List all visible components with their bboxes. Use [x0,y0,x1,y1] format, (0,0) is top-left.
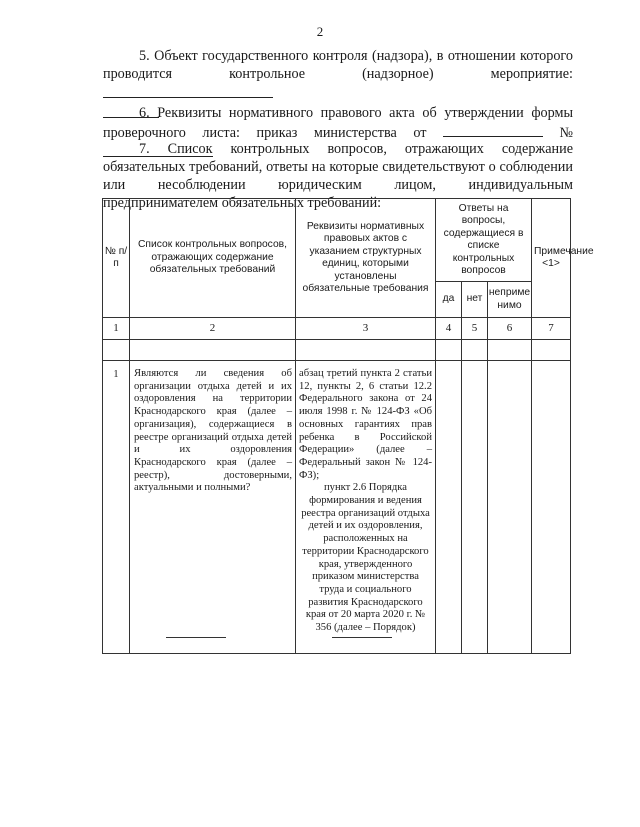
column-number: 5 [462,318,488,340]
number-sign: № [559,125,574,141]
answer-yes-cell[interactable] [436,361,462,654]
header-note: Примечание <1> [532,199,571,318]
table-header-row [103,199,571,282]
page-number: 2 [316,24,324,39]
footnote-separator-line [332,637,392,638]
requisites-part-1: абзац третий пункта 2 статьи 12, пункты 2, 6 статьи 12.2 Федерального закона от 24 июля 1998 г. № 124-ФЗ «Об основных гарантиях прав ребенка в Российской Федерации» (далее – Федеральный закон № 124-ФЗ); [299,368,432,481]
column-numbers-row [103,318,571,340]
item-5-text: 5. Объект государственного контроля (надзора), в отношении которого проводится контрольное (надзорное) мероприятие: [103,48,573,82]
header-no: нет [462,282,488,318]
footnote-separator-line [166,637,226,638]
column-number: 6 [488,318,532,340]
requisites-part-2: пункт 2.6 Порядка формирования и ведения реестра организаций отдыха детей и их оздоровления, расположенных на территории Краснодарского края, утвержденного приказом министерства труда и социального развития Краснодарского края от 20 марта 2020 г. № 356 (далее – Порядок) [301,482,430,634]
column-number: 2 [130,318,296,340]
column-number: 1 [103,318,130,340]
header-yes: да [436,282,462,318]
question-cell: Являются ли сведения об организации отдыха детей и их оздоровления на территории Краснодарского края (далее – организация), содержащиеся в реестре организаций отдыха детей и их оздоровления Краснодарского края (далее – реестр), достоверными, актуальными и полными? [130,361,296,654]
item-5-blank-line[interactable] [103,83,273,98]
requisites-cell [296,361,436,654]
item-7-text: 7. Список контрольных вопросов, отражающих содержание обязательных требований, ответы на которые свидетельствуют о соблюдении или несоблюдении юридическим лицом, индивидуальным предпринимателем обязательных требований: [103,141,573,211]
column-number: 7 [532,318,571,340]
spacer-row [103,340,571,361]
answer-not-applicable-cell[interactable] [488,361,532,654]
checklist-table [102,198,594,654]
note-cell[interactable] [532,361,571,654]
order-date-blank[interactable] [443,122,543,137]
row-number: 1 [103,361,130,654]
item-6-text: 6. Реквизиты нормативного правового акта об утверждении формы проверочного листа: приказ министерства от [103,105,573,141]
header-not-applicable: неприменимо [488,282,532,318]
header-answers: Ответы на вопросы, содержащиеся в списке контрольных вопросов [436,199,532,282]
column-number: 4 [436,318,462,340]
header-num: № п/п [103,199,130,318]
table-row [103,361,571,654]
header-questions: Список контрольных вопросов, отражающих содержание обязательных требований [130,199,296,318]
header-requisites: Реквизиты нормативных правовых актов с указанием структурных единиц, которыми установлены обязательные требования [296,199,436,318]
answer-no-cell[interactable] [462,361,488,654]
column-number: 3 [296,318,436,340]
